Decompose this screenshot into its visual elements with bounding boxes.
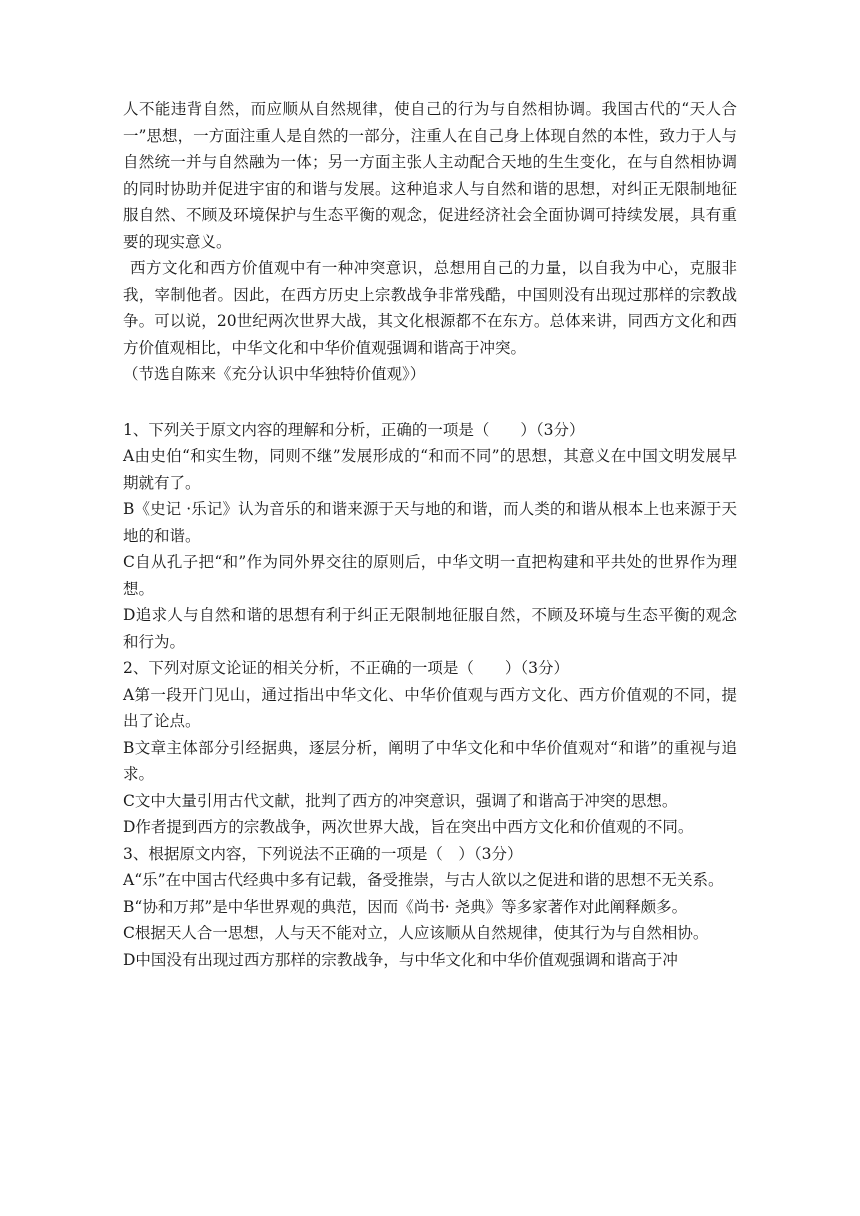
passage-paragraph-1: 人不能违背自然，而应顺从自然规律，使自己的行为与自然相协调。我国古代的“天人合一”思想，一方面注重人是自然的一部分，注重人在自己身上体现自然的本性，致力于人与自然统一并与自然融为一体；另一方面主张人主动配合天地的生生变化，在与自然相协调的同时协助并促进宇宙的和谐与发展。这种追求人与自然和谐的思想，对纠正无限制地征服自然、不顾及环境保护与生态平衡的观念，促进经济社会全面协调可持续发展，具有重要的现实意义。 — [123, 100, 737, 251]
question-1-option-a: A由史伯“和实生物，同则不继”发展形成的“和而不同”的思想，其意义在中国文明发展早期就有了。 — [123, 447, 737, 492]
question-2 — [123, 655, 737, 841]
question-1-option-c: C自从孔子把“和”作为同外界交往的原则后，中华文明一直把构建和平共处的世界作为理想。 — [123, 553, 737, 598]
question-3-option-c: C根据天人合一思想，人与天不能对立，人应该顺从自然规律，使其行为与自然相协。 — [123, 924, 709, 942]
question-1-option-b: B《史记 ·乐记》认为音乐的和谐来源于天与地的和谐，而人类的和谐从根本上也来源于天地的和谐。 — [123, 500, 737, 545]
question-1-stem: 1、下列关于原文内容的理解和分析，正确的一项是（ ）（3分） — [123, 420, 585, 439]
question-2-option-c: C文中大量引用古代文献，批判了西方的冲突意识，强调了和谐高于冲突的思想。 — [123, 791, 678, 810]
question-1-option-d: D追求人与自然和谐的思想有利于纠正无限制地征服自然，不顾及环境与生态平衡的观念和行为。 — [123, 606, 737, 651]
question-3-stem: 3、根据原文内容，下列说法不正确的一项是（ ）（3分） — [123, 844, 523, 863]
question-1 — [123, 417, 737, 656]
document-content — [123, 96, 737, 973]
question-3-option-b: B“协和万邦”是中华世界观的典范，因而《尚书· 尧典》等多家著作对此阐释颇多。 — [123, 897, 688, 916]
question-2-option-b: B文章主体部分引经据典，逐层分析，阐明了中华文化和中华价值观对“和谐”的重视与追求。 — [123, 738, 737, 783]
question-3-option-d: D中国没有出现过西方那样的宗教战争，与中华文化和中华价值观强调和谐高于冲 — [123, 950, 678, 969]
question-2-stem: 2、下列对原文论证的相关分析，不正确的一项是（ ）（3分） — [123, 659, 569, 677]
passage-paragraph-2: 西方文化和西方价值观中有一种冲突意识，总想用自己的力量，以自我为中心，克服非我，宰制他者。因此，在西方历史上宗教战争非常残酷，中国则没有出现过那样的宗教战争。可以说，20世纪两次世界大战，其文化根源都不在东方。总体来讲，同西方文化和西方价值观相比，中华文化和中华价值观强调和谐高于冲突。 — [123, 259, 737, 357]
question-3-option-a: A“乐”在中国古代经典中多有记载，备受推崇，与古人欲以之促进和谐的思想不无关系。 — [123, 871, 724, 889]
question-2-option-a: A第一段开门见山，通过指出中华文化、中华价值观与西方文化、西方价值观的不同，提出了论点。 — [123, 685, 737, 730]
question-3 — [123, 841, 737, 974]
passage-source: （节选自陈来《充分认识中华独特价值观》） — [123, 365, 426, 383]
question-2-option-d: D作者提到西方的宗教战争，两次世界大战，旨在突出中西方文化和价值观的不同。 — [123, 818, 694, 836]
section-spacer — [123, 388, 737, 417]
